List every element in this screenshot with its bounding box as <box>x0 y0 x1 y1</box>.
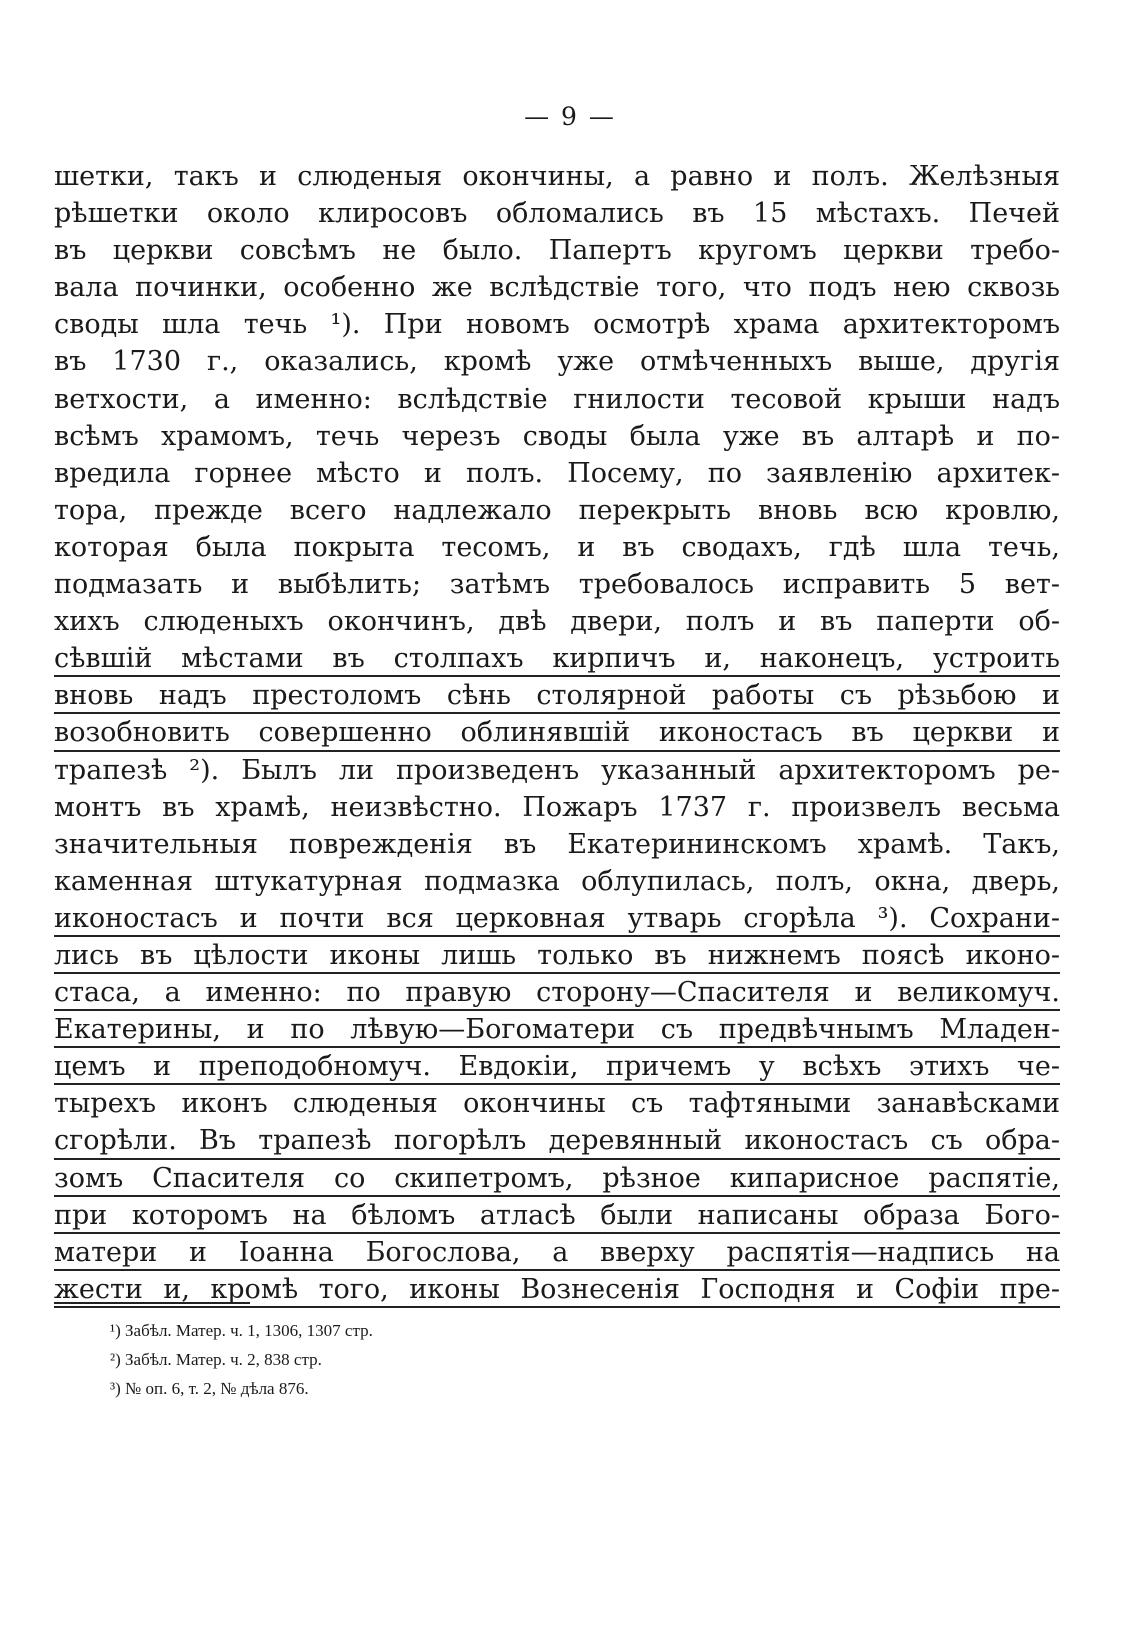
text-line: своды шла течь ¹). При новомъ осмотрѣ храма архитекторомъ <box>54 309 1060 341</box>
text-line: монтъ въ храмѣ, неизвѣстно. Пожаръ 1737 г. произвелъ весьма <box>54 791 1060 823</box>
page-number: — 9 — <box>524 102 616 131</box>
text-line: всѣмъ храмомъ, течь черезъ своды была уже въ алтарѣ и по- <box>54 420 1060 452</box>
text-line-underlined: вновь надъ престоломъ сѣнь столярной работы съ рѣзьбою и <box>54 677 1060 714</box>
text-line: въ 1730 г., оказались, кромѣ уже отмѣченныхъ выше, другія <box>54 346 1060 378</box>
text-line: подмазать и выбѣлить; затѣмъ требовалось исправить 5 вет- <box>54 569 1060 601</box>
text-line-underlined: Екатерины, и по лѣвую—Богоматери съ предвѣчнымъ Младен- <box>54 1011 1060 1048</box>
text-line: которая была покрыта тесомъ, и въ сводахъ, гдѣ шла течь, <box>54 531 1060 563</box>
text-line-underlined: возобновить совершенно облинявшій иконостасъ въ церкви и <box>54 714 1060 751</box>
text-line-underlined: жести и, кромѣ того, иконы Вознесенія Господня и Софіи пре- <box>54 1271 1060 1308</box>
text-line-underlined: при которомъ на бѣломъ атласѣ были написаны образа Бого- <box>54 1197 1060 1234</box>
text-line-underlined: стаса, а именно: по правую сторону—Спасителя и великомуч. <box>54 974 1060 1011</box>
text-line: хихъ слюденыхъ окончинъ, двѣ двери, полъ и въ паперти об- <box>54 606 1060 638</box>
text-line: тырехъ иконъ слюденыя окончины съ тафтяными занавѣсками <box>54 1088 1060 1120</box>
text-line: рѣшетки около клиросовъ обломались въ 15 мѣстахъ. Печей <box>54 198 1060 230</box>
text-line: въ церкви совсѣмъ не было. Папертъ кругомъ церкви требо- <box>54 235 1060 267</box>
text-line-underlined: зомъ Спасителя со скипетромъ, рѣзное кипарисное распятіе, <box>54 1160 1060 1197</box>
text-line: шетки, такъ и слюденыя окончины, а равно и полъ. Желѣзныя <box>54 161 1060 192</box>
text-line-underlined: матери и Іоанна Богослова, а вверху распятія—надпись на <box>54 1234 1060 1271</box>
text-line: вредила горнее мѣсто и полъ. Посему, по заявленію архитек- <box>54 457 1060 489</box>
text-line: тора, прежде всего надлежало перекрыть вновь всю кровлю, <box>54 494 1060 526</box>
text-line-underlined: сгорѣли. Въ трапезѣ погорѣлъ деревянный иконостасъ съ обра- <box>54 1122 1060 1159</box>
footnote: ¹) Забѣл. Матер. ч. 1, 1306, 1307 стр. <box>110 1321 373 1340</box>
text-line-underlined: иконостасъ и почти вся церковная утварь сгорѣла ³). Сохрани- <box>54 900 1060 937</box>
text-line-underlined: цемъ и преподобномуч. Евдокіи, причемъ у всѣхъ этихъ че- <box>54 1048 1060 1085</box>
footnote: ²) Забѣл. Матер. ч. 2, 838 стр. <box>110 1350 322 1369</box>
text-line-underlined: сѣвшій мѣстами въ столпахъ кирпичъ и, наконецъ, устроить <box>54 640 1060 677</box>
text-line: вала починки, особенно же вслѣдствіе того, что подъ нею сквозь <box>54 272 1060 304</box>
footnotes <box>110 1316 373 1403</box>
footnote: ³) № оп. 6, т. 2, № дѣла 876. <box>110 1379 309 1398</box>
text-line: значительныя поврежденія въ Екатерининскомъ храмѣ. Такъ, <box>54 828 1060 860</box>
main-text <box>54 158 1060 1308</box>
text-line: каменная штукатурная подмазка облупилась, полъ, окна, дверь, <box>54 865 1060 897</box>
text-line-underlined: лись въ цѣлости иконы лишь только въ нижнемъ поясѣ иконо- <box>54 937 1060 974</box>
text-line: трапезѣ ²). Былъ ли произведенъ указанный архитекторомъ ре- <box>54 754 1060 786</box>
footnote-divider <box>54 1302 250 1304</box>
text-line: ветхости, а именно: вслѣдствіе гнилости тесовой крыши надъ <box>54 383 1060 415</box>
